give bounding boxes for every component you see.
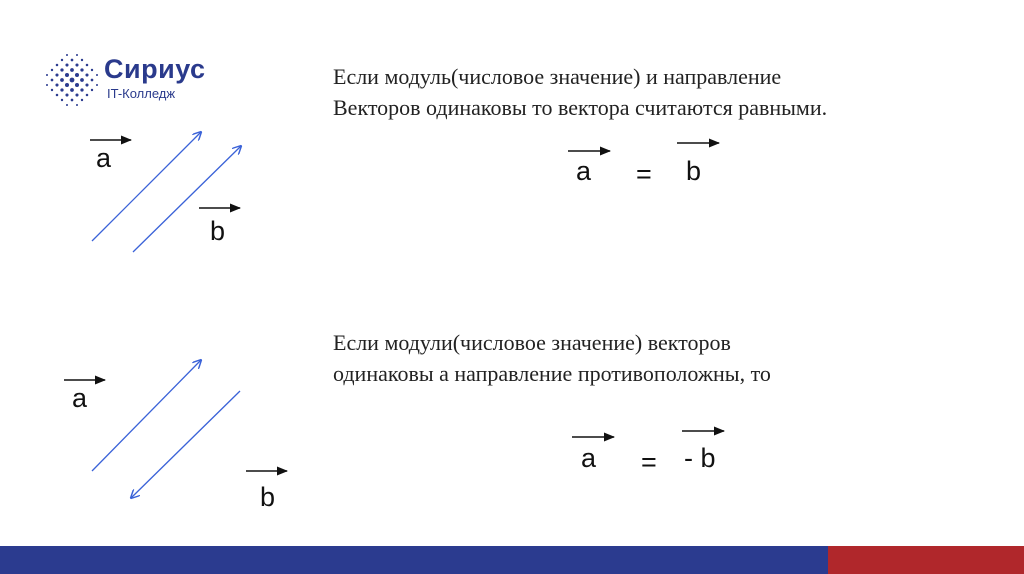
vector-b-label: b [260,482,276,512]
vector-a-line [92,360,201,471]
equation-left: a [581,443,597,473]
vector-b-line [131,391,240,498]
definition-line-2: Векторов одинаковы то вектора считаются равными. [333,95,828,120]
footer-blue-band [0,546,828,574]
vector-a-label: a [72,383,88,413]
definition-line-2: одинаковы а направление противоположны, то [333,361,771,386]
equation-left: a [576,156,592,186]
definition-line-1: Если модуль(числовое значение) и направление [333,64,782,89]
logo-subtitle: IT-Колледж [107,86,176,101]
equation-right: - b [684,443,716,473]
logo-title: Сириус [104,54,206,84]
definition-line-1: Если модули(числовое значение) векторов [333,330,731,355]
vector-a-label: a [96,143,112,173]
equation-right: b [686,156,702,186]
equation-equals: = [641,447,657,477]
equation-equals: = [636,159,652,189]
vector-b-label: b [210,216,226,246]
footer-red-band [828,546,1024,574]
